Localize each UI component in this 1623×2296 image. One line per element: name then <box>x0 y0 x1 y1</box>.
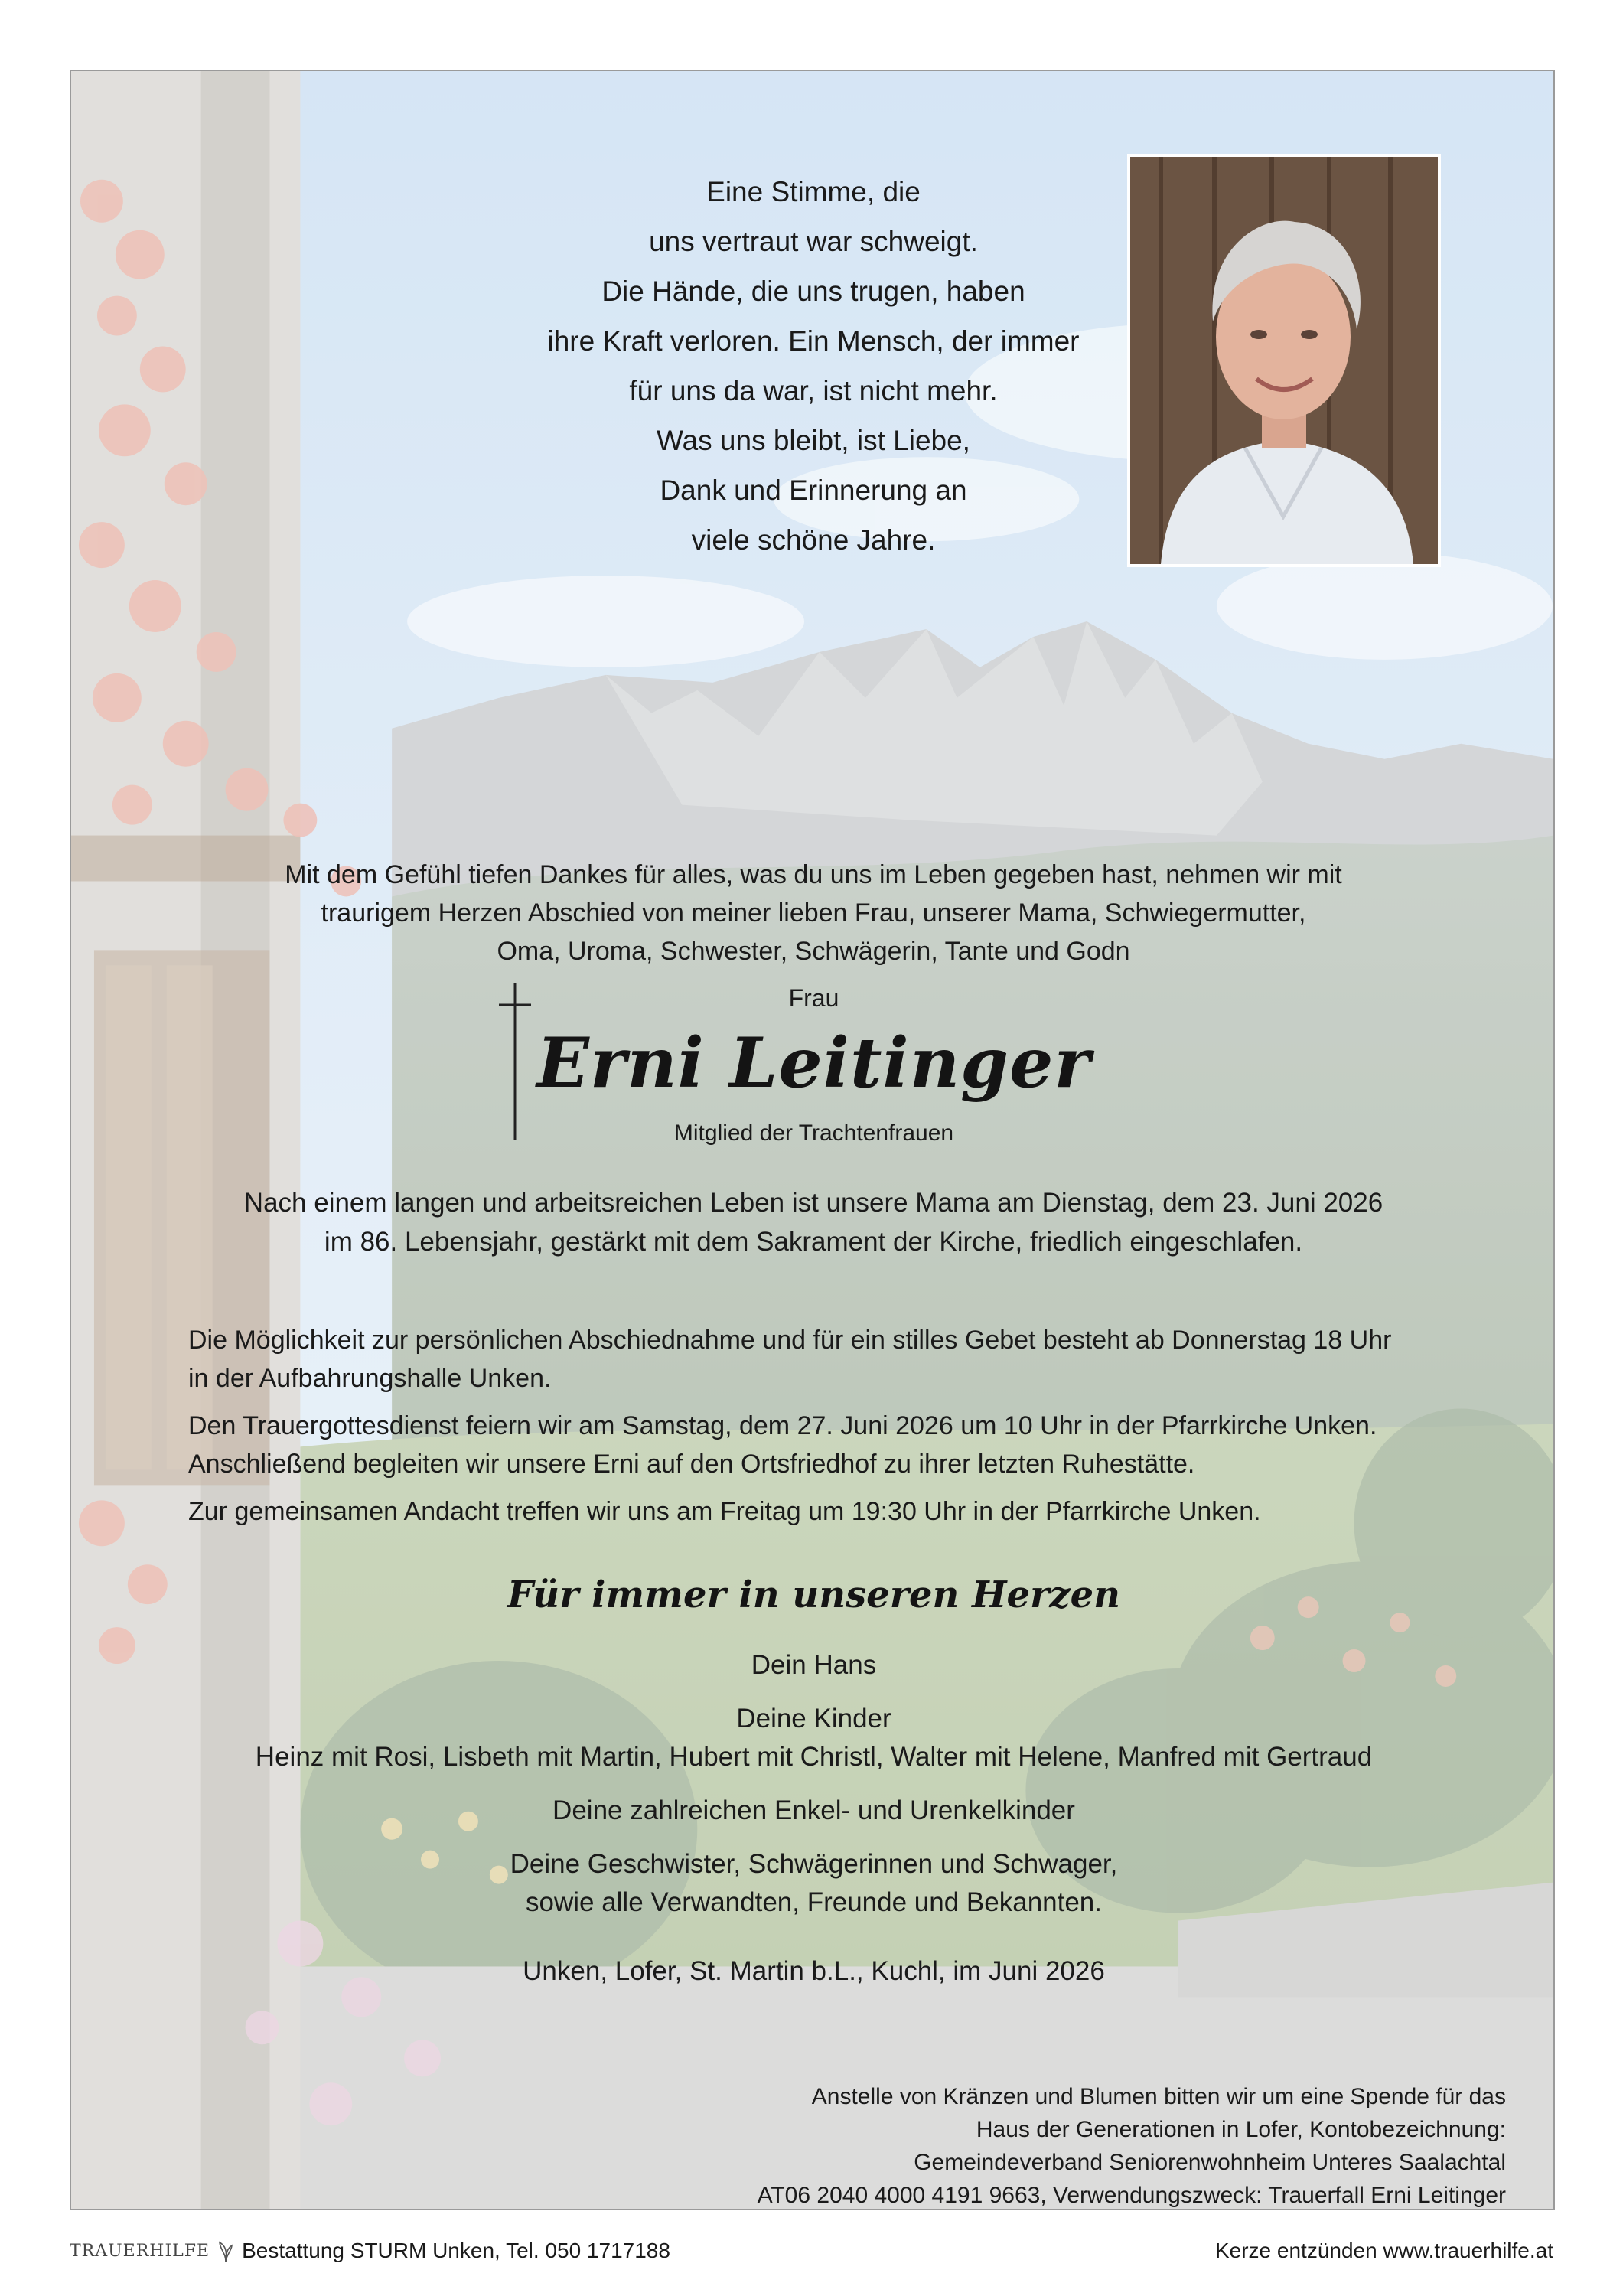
verse-line: Die Hände, die uns trugen, haben <box>601 276 1025 307</box>
place-date: Unken, Lofer, St. Martin b.L., Kuchl, im Juni 2026 <box>523 1956 1105 1986</box>
leaf-icon <box>217 2239 234 2262</box>
footer-undertaker <box>70 2239 670 2263</box>
family-children: Heinz mit Rosi, Lisbeth mit Martin, Hubert mit Christl, Walter mit Helene, Manfred mit Gertraud <box>255 1742 1373 1772</box>
verse-line: uns vertraut war schweigt. <box>649 226 978 257</box>
donation-line: AT06 2040 4000 4191 9663, Verwendungszweck: Trauerfall Erni Leitinger <box>757 2183 1506 2208</box>
verse-line: Dank und Erinnerung an <box>660 475 967 506</box>
intro-text <box>186 856 1441 970</box>
farewell-info <box>188 1321 1489 1397</box>
death-notice-line: im 86. Lebensjahr, gestärkt mit dem Sakrament der Kirche, friedlich eingeschlafen. <box>324 1227 1303 1257</box>
undertaker-contact: Bestattung STURM Unken, Tel. 050 1717188 <box>242 2239 670 2262</box>
portrait-illustration <box>1130 157 1438 564</box>
verse-line: Was uns bleibt, ist Liebe, <box>657 425 970 456</box>
candle-link[interactable]: Kerze entzünden www.trauerhilfe.at <box>1214 2239 1553 2262</box>
funeral-line: Den Trauergottesdienst feiern wir am Samstag, dem 27. Juni 2026 um 10 Uhr in der Pfarrkirche Unken. <box>188 1411 1377 1440</box>
obituary-card <box>70 70 1555 2210</box>
death-notice <box>186 1183 1441 1261</box>
verse-line: ihre Kraft verloren. Ein Mensch, der immer <box>547 325 1080 357</box>
motto: Für immer in unseren Herzen <box>507 1574 1120 1616</box>
family-siblings: Deine Geschwister, Schwägerinnen und Schwager, <box>510 1849 1118 1879</box>
family-relatives: sowie alle Verwandten, Freunde und Bekannten. <box>525 1887 1102 1917</box>
intro-line: Mit dem Gefühl tiefen Dankes für alles, was du uns im Leben gegeben hast, nehmen wir mit <box>285 860 1342 889</box>
verse-line: viele schöne Jahre. <box>691 524 936 556</box>
verse-line: für uns da war, ist nicht mehr. <box>629 375 998 406</box>
death-notice-line: Nach einem langen und arbeitsreichen Leben ist unsere Mama am Dienstag, dem 23. Juni 2026 <box>243 1188 1383 1218</box>
funeral-info <box>188 1407 1489 1483</box>
farewell-line: in der Aufbahrungshalle Unken. <box>188 1364 552 1393</box>
deceased-name: Erni Leitinger <box>536 1022 1091 1104</box>
farewell-line: Die Möglichkeit zur persönlichen Abschiednahme und für ein stilles Gebet besteht ab Donnerstag 18 Uhr <box>188 1326 1392 1355</box>
family-husband: Dein Hans <box>751 1650 877 1680</box>
intro-line: Oma, Uroma, Schwester, Schwägerin, Tante und Godn <box>497 937 1130 966</box>
funeral-line: Anschließend begleiten wir unsere Erni auf den Ortsfriedhof zu ihrer letzten Ruhestätte. <box>188 1450 1195 1479</box>
devotion-info: Zur gemeinsamen Andacht treffen wir uns am Freitag um 19:30 Uhr in der Pfarrkirche Unken. <box>188 1497 1261 1526</box>
verse-line: Eine Stimme, die <box>706 176 921 207</box>
salutation: Frau <box>788 984 839 1012</box>
trauerhilfe-logo: TRAUERHILFE <box>70 2241 210 2261</box>
donation-request <box>561 2080 1506 2210</box>
family-children-title: Deine Kinder <box>736 1704 891 1733</box>
donation-line: Gemeindeverband Seniorenwohnheim Unteres Saalachtal <box>914 2150 1506 2175</box>
family-grandchildren: Deine zahlreichen Enkel- und Urenkelkinder <box>552 1795 1075 1825</box>
intro-line: traurigem Herzen Abschied von meiner lieben Frau, unserer Mama, Schwiegermutter, <box>321 899 1306 928</box>
membership: Mitglied der Trachtenfrauen <box>673 1120 954 1146</box>
donation-line: Haus der Generationen in Lofer, Kontobezeichnung: <box>976 2117 1506 2142</box>
portrait-photo <box>1127 154 1441 567</box>
donation-line: Anstelle von Kränzen und Blumen bitten wir um eine Spende für das <box>811 2084 1506 2109</box>
memorial-verse <box>408 167 1219 565</box>
